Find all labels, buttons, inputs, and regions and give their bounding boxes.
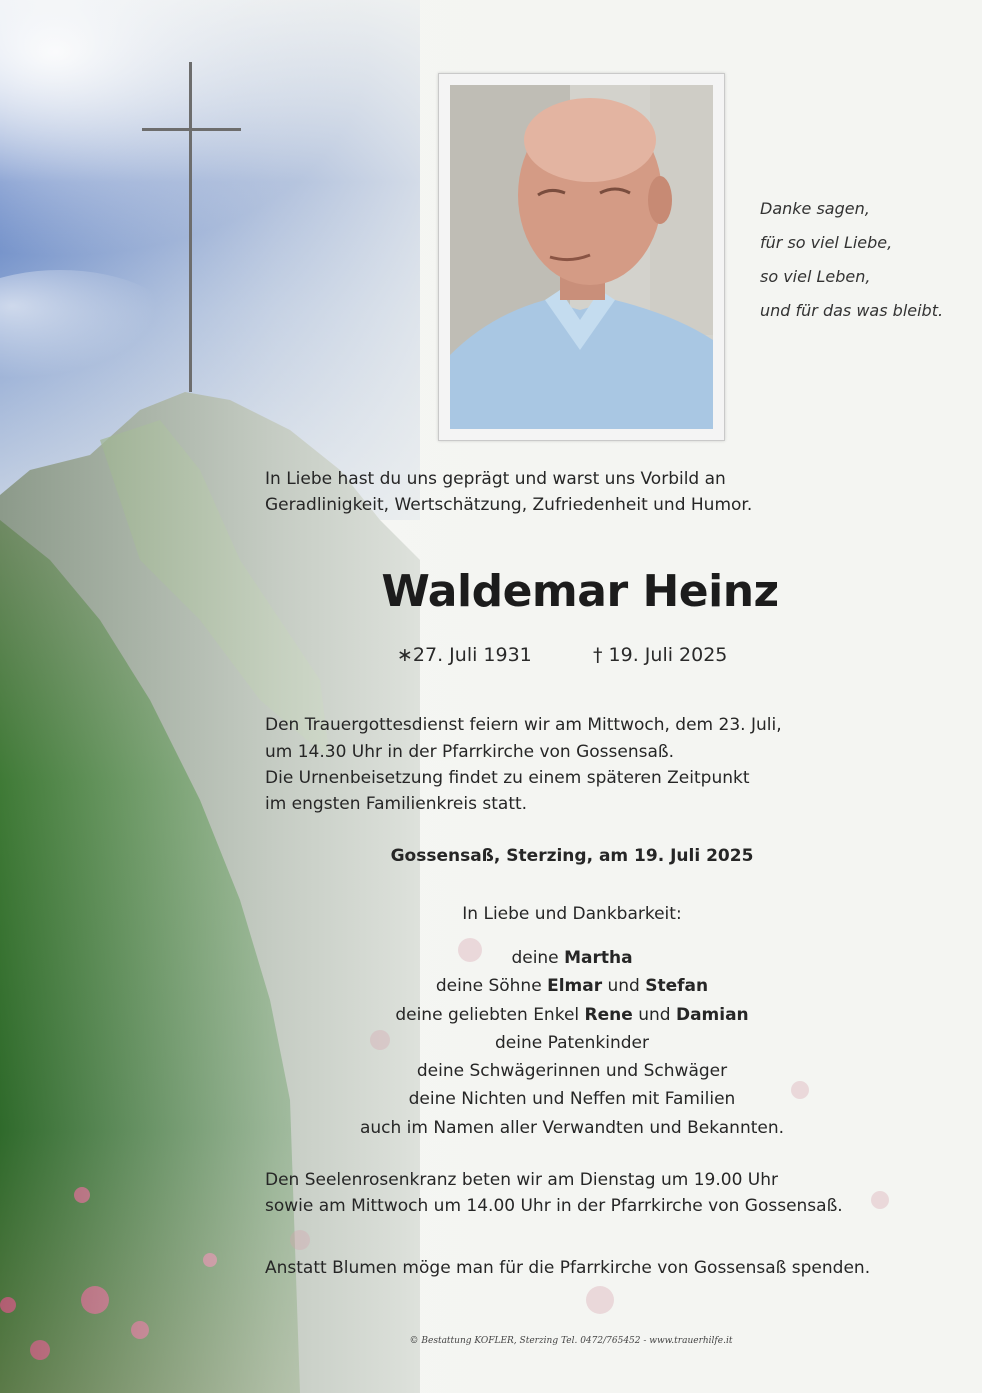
footer-text: © Bestattung KOFLER, Sterzing Tel. 0472/765452 - www.trauerhilfe.it — [409, 1336, 733, 1346]
family-text: deine — [511, 948, 565, 968]
poem-line: so viel Leben, — [760, 267, 871, 286]
cross-icon-vertical — [189, 62, 192, 392]
family-member-name: Stefan — [645, 976, 709, 997]
family-list — [330, 944, 814, 1142]
service-line-1: Den Trauergottesdienst feiern wir am Mittwoch, dem 23. Juli, — [265, 715, 782, 735]
flowers-note: Anstatt Blumen möge man für die Pfarrkirche von Gossensaß spenden. — [265, 1258, 871, 1278]
family-line: deine Nichten und Neffen mit Familien — [408, 1089, 736, 1110]
family-line: deine Schwägerinnen und Schwäger — [416, 1061, 728, 1082]
family-line — [330, 944, 814, 972]
deceased-name — [0, 566, 982, 617]
portrait-photo — [450, 85, 713, 429]
family-text: deine geliebten Enkel — [395, 1004, 585, 1025]
death-date: † 19. Juli 2025 — [593, 644, 728, 666]
poem — [760, 192, 970, 328]
family-member-name: Rene — [584, 1004, 633, 1025]
family-member-name: Martha — [564, 948, 633, 968]
gratitude-heading: In Liebe und Dankbarkeit: — [462, 904, 682, 924]
family-text: und — [632, 1004, 676, 1025]
portrait-frame — [438, 73, 725, 441]
service-line-3: Die Urnenbeisetzung findet zu einem späteren Zeitpunkt — [265, 768, 750, 788]
cross-icon-horizontal — [142, 128, 241, 131]
family-text: deine Söhne — [435, 976, 548, 997]
birth-date: ∗27. Juli 1931 — [397, 644, 532, 666]
portrait-illustration — [450, 85, 713, 429]
service-line-4: im engsten Familienkreis statt. — [265, 794, 528, 814]
family-text: und — [602, 976, 646, 997]
place-date: Gossensaß, Sterzing, am 19. Juli 2025 — [390, 846, 754, 866]
poem-line: für so viel Liebe, — [760, 233, 893, 252]
footer-credit — [0, 1336, 982, 1346]
family-member-name: Damian — [675, 1004, 749, 1025]
intro-line-2: Geradlinigkeit, Wertschätzung, Zufriedenheit und Humor. — [265, 495, 753, 515]
service-line-2: um 14.30 Uhr in der Pfarrkirche von Gossensaß. — [265, 742, 675, 762]
family-line: deine Patenkinder — [495, 1032, 649, 1053]
family-line — [330, 972, 814, 1000]
rosary-line-2: sowie am Mittwoch um 14.00 Uhr in der Pfarrkirche von Gossensaß. — [265, 1196, 843, 1216]
rosary-line-1: Den Seelenrosenkranz beten wir am Dienstag um 19.00 Uhr — [265, 1170, 779, 1190]
poem-line: und für das was bleibt. — [760, 301, 944, 320]
family-line — [330, 1001, 814, 1029]
intro-line-1: In Liebe hast du uns geprägt und warst uns Vorbild an — [265, 469, 726, 489]
family-member-name: Elmar — [547, 976, 603, 997]
poem-line: Danke sagen, — [760, 199, 870, 218]
deceased-name-text: Waldemar Heinz — [381, 566, 779, 617]
family-line: auch im Namen aller Verwandten und Bekannten. — [359, 1117, 785, 1138]
